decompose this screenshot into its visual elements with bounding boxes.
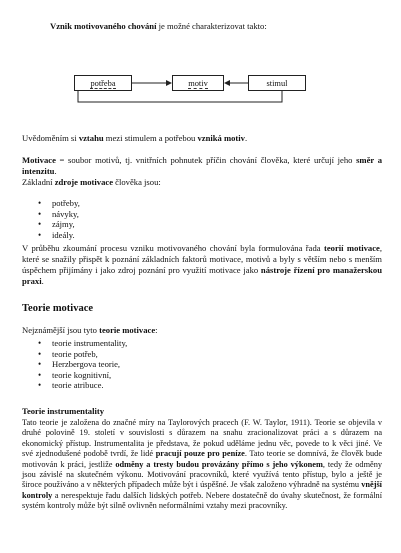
node-motiv: motiv <box>172 75 224 91</box>
paragraph-theories-history: V průběhu zkoumání procesu vzniku motivovaného chování byla formulována řada teorií motivace, které se snažily přispět k poznání základních faktorů motivace, motivů a byly s větším nebo s menším úspěchem přijímány i jako zdroj poznání pro využití motivace jako nástroje řízení pro manažerskou praxi. <box>22 243 383 286</box>
intro-bold: Vznik motivovaného chování <box>50 21 157 31</box>
theories-intro: Nejznámější jsou tyto teorie motivace: <box>22 325 158 335</box>
motivation-diagram <box>70 60 310 120</box>
list-item: • potřeby, <box>36 198 80 209</box>
list-item: • teorie atribuce. <box>36 380 127 391</box>
paragraph-stimulus: Uvědoměním si vztahu mezi stimulem a potřebou vzniká motiv. <box>22 133 248 143</box>
list-item: • teorie potřeb, <box>36 349 127 360</box>
subsection-title: Teorie instrumentality <box>22 406 105 416</box>
list-item: • návyky, <box>36 209 80 220</box>
section-heading: Teorie motivace <box>22 303 94 314</box>
list-item: • Herzbergova teorie, <box>36 359 127 370</box>
list-item: • zájmy, <box>36 219 80 230</box>
list-item: • teorie kognitivní, <box>36 370 127 381</box>
theories-list <box>36 338 127 391</box>
sources-intro: Základní zdroje motivace člověka jsou: <box>22 177 161 187</box>
intro-rest: je možné charakterizovat takto: <box>156 21 267 31</box>
list-item: • ideály. <box>36 230 80 241</box>
sources-list <box>36 198 80 240</box>
node-stimul: stimul <box>248 75 306 91</box>
list-item: • teorie instrumentality, <box>36 338 127 349</box>
node-potreba: potřeba <box>74 75 132 91</box>
paragraph-motivation-definition: Motivace = soubor motivů, tj. vnitřních pohnutek příčin chování člověka, které určují jeho směr a intenzitu. <box>22 155 382 176</box>
instrumentality-paragraph: Tato teorie je založena do značné míry na Taylorových pracech (F. W. Taylor, 1911). Teorie se objevila v druhé polovině 19. století v souvislosti s důrazem na snahu zracionalizovat práci a s důrazem na ekonomický přístup. Instrumentalita je představa, že pokud uděláme jednu věc, povede to k věci jiné. Ve své zjednodušené podobě tvrdí, že lidé pracují pouze pro peníze. Tato teorie se domnívá, že člověk bude motivován k práci, jestliže odměny a tresty budou provázány přímo s jeho výkonem, tedy že odměny jsou závislé na skutečném výkonu. Motivování pracovníků, které využívá tento přístup, bylo a ještě je široce používáno a v některých případech může být i úspěšné. Je však založeno výhradně na systému vnější kontroly a nerespektuje řadu dalších lidských potřeb. Nebere dostatečně do úvahy skutečnost, že formální systém kontroly může být silně ovlivněn neformálními vztahy mezi pracovníky. <box>22 418 383 511</box>
intro-line <box>50 21 267 32</box>
